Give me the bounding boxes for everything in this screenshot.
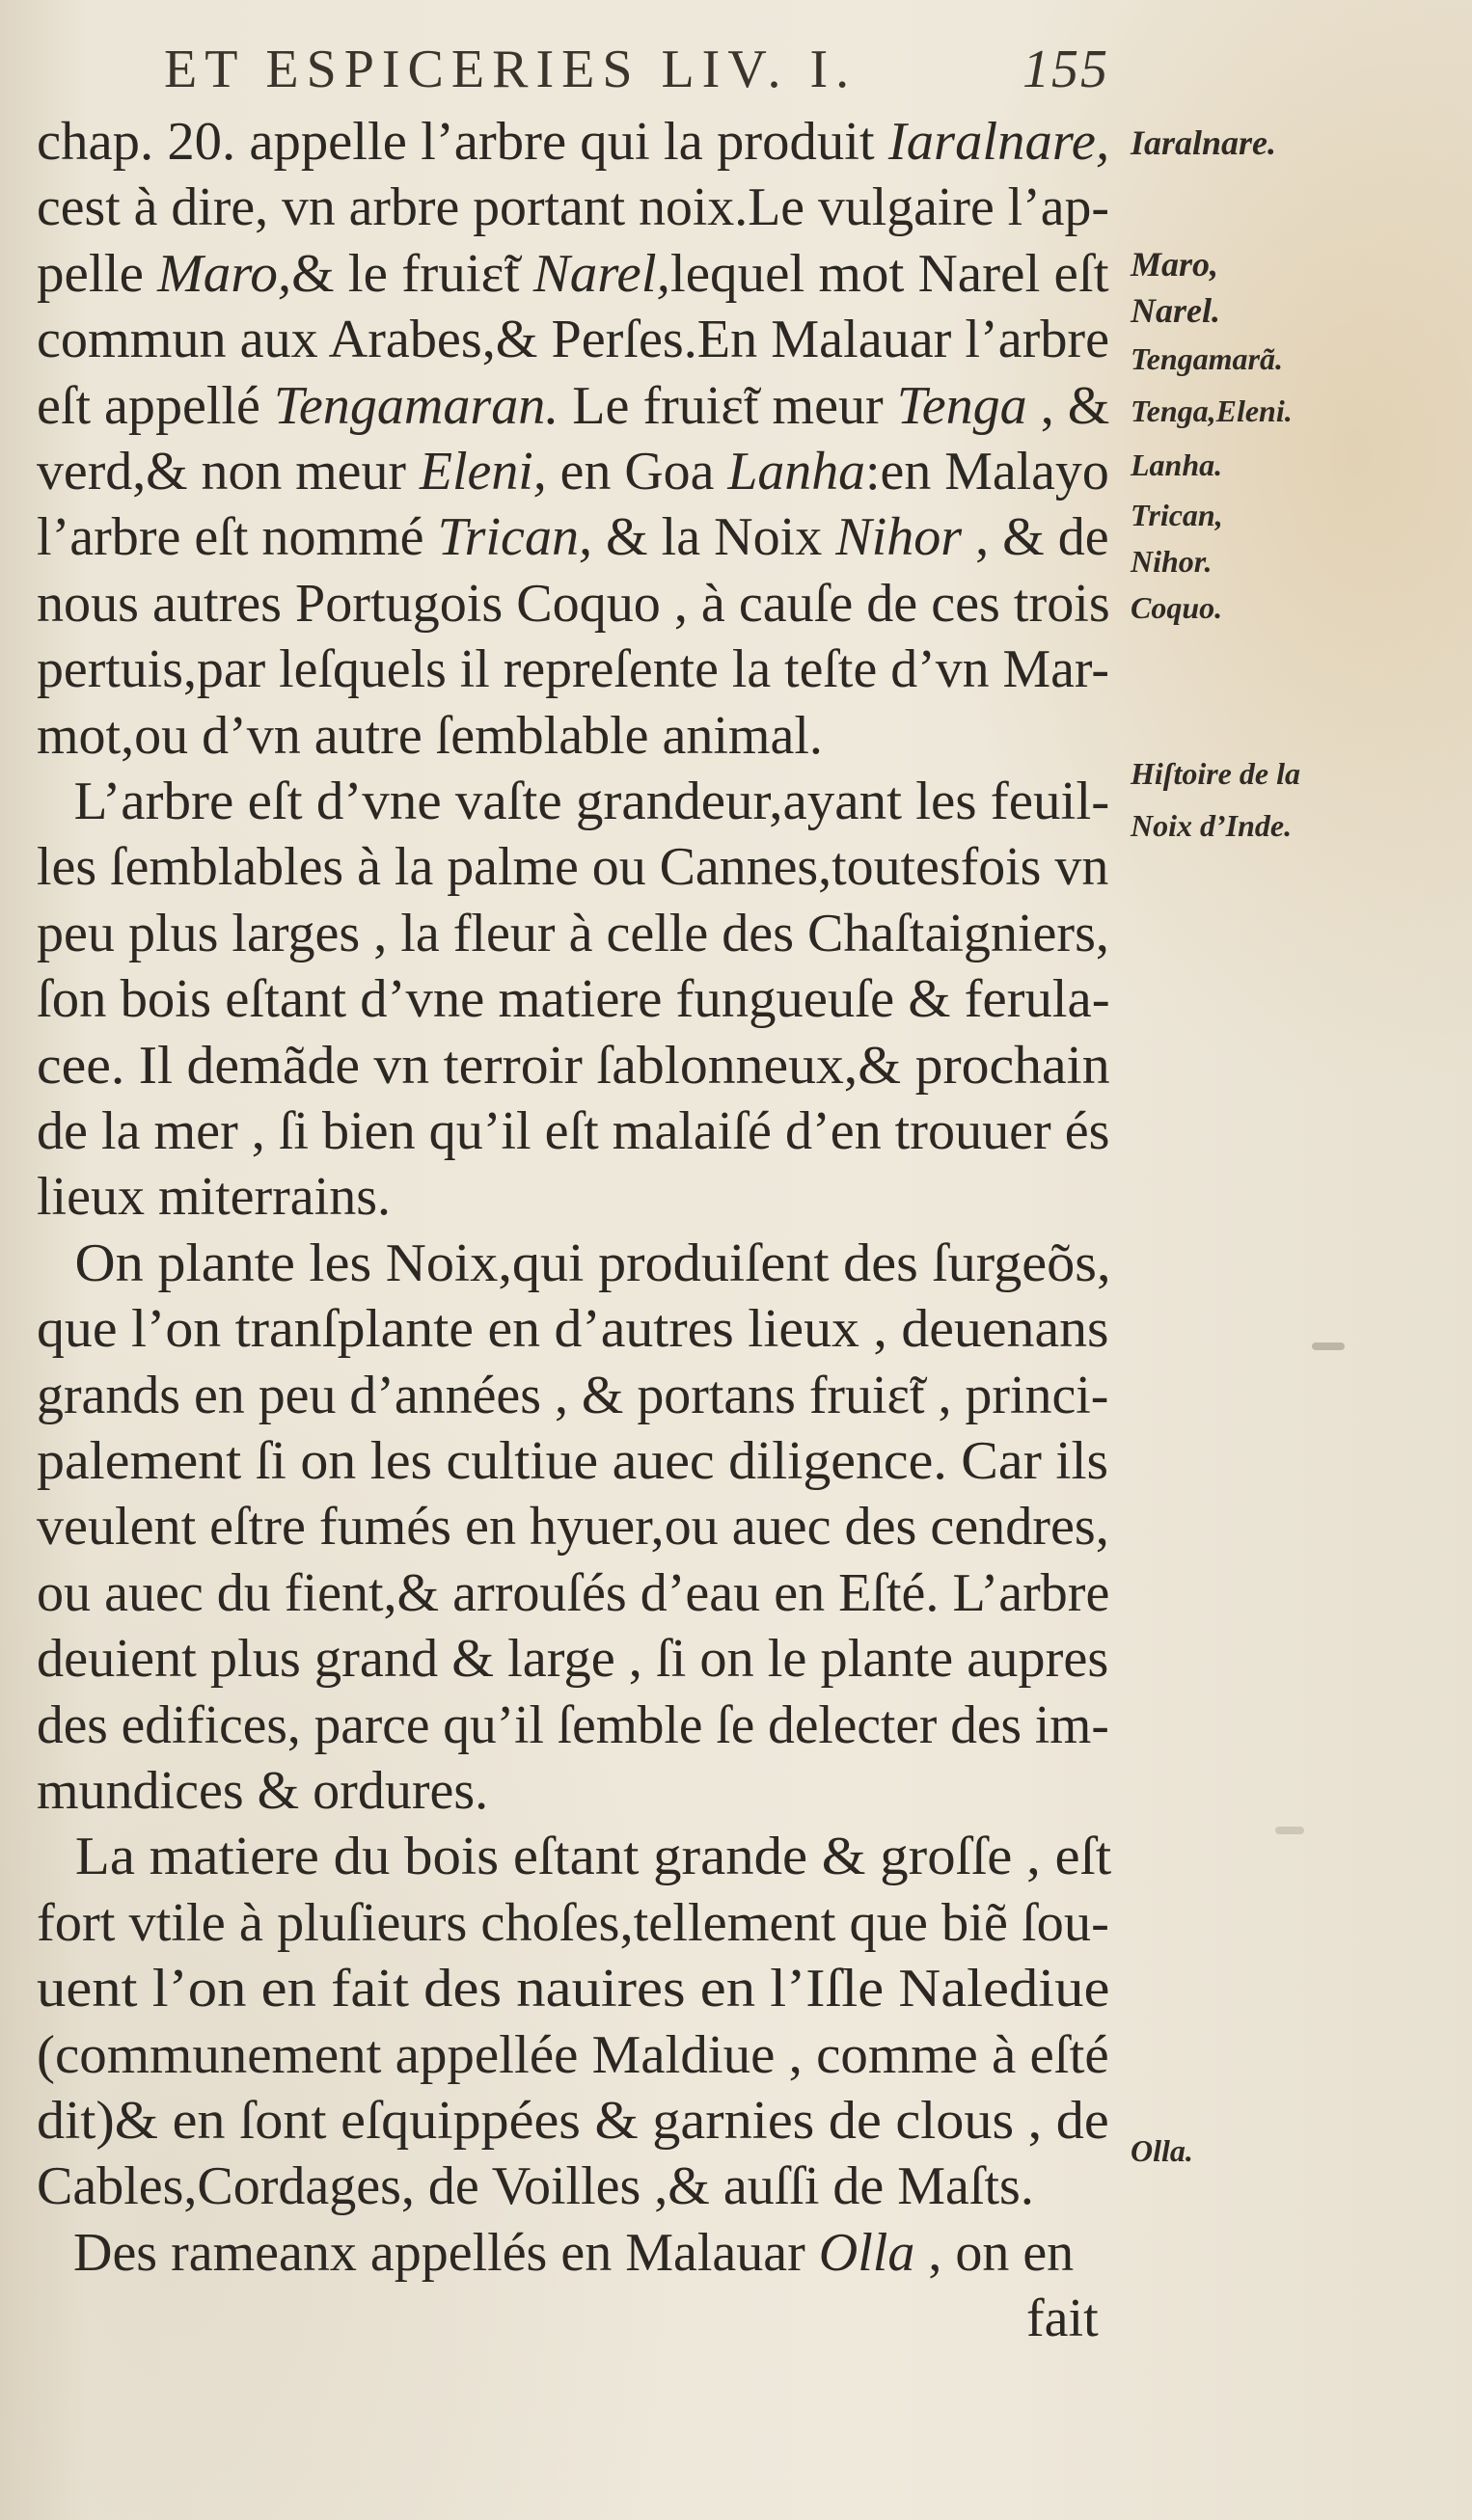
italic-term: Tenga xyxy=(896,375,1027,436)
text-run: eſt appellé xyxy=(37,375,274,436)
margin-note: Trican, xyxy=(1131,498,1223,532)
italic-term: Narel, xyxy=(532,243,670,304)
margin-note: Noix d’Inde. xyxy=(1131,808,1293,843)
text-line xyxy=(37,1097,1109,1165)
margin-note: Tengamarã. xyxy=(1131,341,1283,376)
text-run: ou auec du fient,& arrouſés d’eau en Eſté. L’arbre xyxy=(37,1562,1110,1623)
italic-term: Eleni, xyxy=(419,442,547,501)
text-run: lequel mot Narel eſt xyxy=(669,243,1109,304)
text-run: mundices & ordures. xyxy=(37,1761,489,1821)
text-run: chap. 20. appelle l’arbre qui la produit xyxy=(37,112,888,172)
margin-note: Nihor. xyxy=(1131,544,1213,579)
text-run: cee. Il demãde vn terroir ſablonneux,& prochain xyxy=(37,1035,1110,1096)
ink-mark xyxy=(1312,1342,1345,1350)
text-run: de la mer , ſi bien qu’il eſt malaiſé d’en trouuer és xyxy=(37,1101,1110,1161)
ink-mark xyxy=(1275,1827,1304,1834)
text-run: veulent eſtre fumés en hyuer,ou auec des cendres, xyxy=(37,1497,1109,1558)
text-run: On plante les Noix,qui produiſent des ſurgeõs, xyxy=(74,1233,1111,1293)
text-line xyxy=(37,768,1109,835)
text-run: deuient plus grand & large , ſi on le plante aupres xyxy=(37,1629,1109,1690)
margin-note: Narel. xyxy=(1131,291,1220,330)
text-run: pertuis,par leſquels il repreſente la teſte d’vn Mar- xyxy=(37,639,1109,700)
page-number: 155 xyxy=(1022,40,1109,99)
text-run: lieux miterrains. xyxy=(37,1167,392,1228)
text-line xyxy=(37,240,1109,308)
running-title: ET ESPICERIES LIV. I. xyxy=(164,40,858,99)
margin-note: Hiſtoire de la xyxy=(1131,756,1300,791)
text-run: l’arbre eſt nommé xyxy=(37,507,438,568)
text-line xyxy=(37,1032,1110,1099)
text-line xyxy=(37,1823,1111,1890)
text-line xyxy=(37,965,1110,1033)
text-line xyxy=(37,1295,1109,1363)
text-line xyxy=(37,570,1110,637)
text-line xyxy=(37,1625,1108,1693)
text-run: des edifices, parce qu’il ſemble ſe delecter des im- xyxy=(37,1694,1109,1755)
text-line xyxy=(37,2153,1034,2220)
italic-term: Maro, xyxy=(157,243,292,304)
text-line xyxy=(37,833,1108,901)
text-line xyxy=(37,900,1109,967)
text-run: fait xyxy=(1026,2289,1099,2349)
text-run: Cables,Cordages, de Voilles ,& auſſi de Maſts. xyxy=(37,2156,1034,2217)
text-line xyxy=(37,1955,1109,2022)
text-run: , on en xyxy=(914,2222,1075,2283)
text-run: Des rameanx appellés en Malauar xyxy=(73,2222,819,2283)
running-header xyxy=(164,39,1109,100)
text-run: fort vtile à pluſieurs choſes,tellement que biẽ ſou- xyxy=(37,1892,1109,1953)
text-line xyxy=(37,372,1109,440)
text-run: ſon bois eſtant d’vne matiere fungueuſe & ferula- xyxy=(37,969,1110,1030)
margin-note: Maro, xyxy=(1131,245,1219,284)
margin-note: Tenga,Eleni. xyxy=(1131,393,1293,428)
italic-term: Lanha xyxy=(727,442,866,501)
text-line xyxy=(37,1163,391,1231)
text-line xyxy=(37,1559,1109,1627)
text-line xyxy=(37,1757,488,1825)
text-run: L’arbre eſt d’vne vaſte grandeur,ayant les feuil- xyxy=(73,772,1110,831)
text-line xyxy=(37,1427,1108,1495)
text-line xyxy=(37,1362,1108,1429)
italic-term: Trican, xyxy=(437,507,593,568)
text-run: Le fruiɛ̃t meur xyxy=(559,375,897,436)
text-run: cest à dire, vn arbre portant noix.Le vulgaire l’ap- xyxy=(37,177,1109,238)
catchword xyxy=(1026,2285,1099,2352)
text-run: mot,ou d’vn autre ſemblable animal. xyxy=(37,705,823,766)
text-run: les ſemblables à la palme ou Cannes,toutesfois vn xyxy=(37,837,1109,898)
text-run: nous autres Portugois Coquo , à cauſe de ces trois xyxy=(37,573,1110,634)
text-line xyxy=(37,108,1109,176)
text-run: palement ſi on les cultiue auec diligence. Car ils xyxy=(37,1431,1109,1491)
margin-note: Lanha. xyxy=(1131,447,1223,482)
text-line xyxy=(37,1692,1109,1759)
italic-term: Iaralnare, xyxy=(887,112,1110,172)
text-run: peu plus larges , la fleur à celle des Chaſtaigniers, xyxy=(37,903,1109,963)
text-line xyxy=(37,503,1109,571)
text-run: , & xyxy=(1026,375,1110,436)
text-line xyxy=(37,2021,1109,2089)
text-line xyxy=(37,438,1109,505)
text-run: verd,& non meur xyxy=(37,442,420,501)
text-run: en Goa xyxy=(546,442,728,501)
margin-note: Coquo. xyxy=(1131,590,1223,625)
text-run: que l’on tranſplante en d’autres lieux , deuenans xyxy=(37,1299,1109,1360)
text-run: (communement appellée Maldiue , comme à eſté xyxy=(37,2024,1109,2085)
text-run: , & de xyxy=(962,507,1109,568)
margin-note: Olla. xyxy=(1131,2133,1193,2168)
text-run: pelle xyxy=(37,243,158,304)
italic-term: Nihor xyxy=(835,507,963,568)
text-line xyxy=(37,1889,1109,1957)
text-run: & la Noix xyxy=(592,507,836,568)
text-line xyxy=(37,702,823,770)
text-line xyxy=(37,174,1109,241)
text-line xyxy=(37,1230,1111,1297)
italic-term: Olla xyxy=(818,2222,915,2283)
text-run: grands en peu d’années , & portans fruiɛ̃t , princi- xyxy=(37,1365,1109,1425)
text-line xyxy=(37,2219,1074,2287)
text-run: dit)& en ſont eſquippées & garnies de clous , de xyxy=(37,2091,1109,2151)
text-run: commun aux Arabes,& Perſes.En Malauar l’arbre xyxy=(37,310,1110,370)
text-line xyxy=(37,306,1109,373)
text-run: uent l’on en fait des nauires en l’Iſle Nalediue xyxy=(37,1959,1110,2019)
margin-note: Iaralnare. xyxy=(1131,123,1277,162)
text-line xyxy=(37,1493,1109,1560)
italic-term: Tengamaran. xyxy=(273,375,559,436)
text-line xyxy=(37,636,1109,703)
text-line xyxy=(37,2087,1109,2154)
text-run: & le fruiɛ̃t xyxy=(291,243,533,304)
text-run: La matiere du bois eſtant grande & groſſe , eſt xyxy=(74,1827,1112,1887)
text-run: :en Malayo xyxy=(865,442,1109,501)
